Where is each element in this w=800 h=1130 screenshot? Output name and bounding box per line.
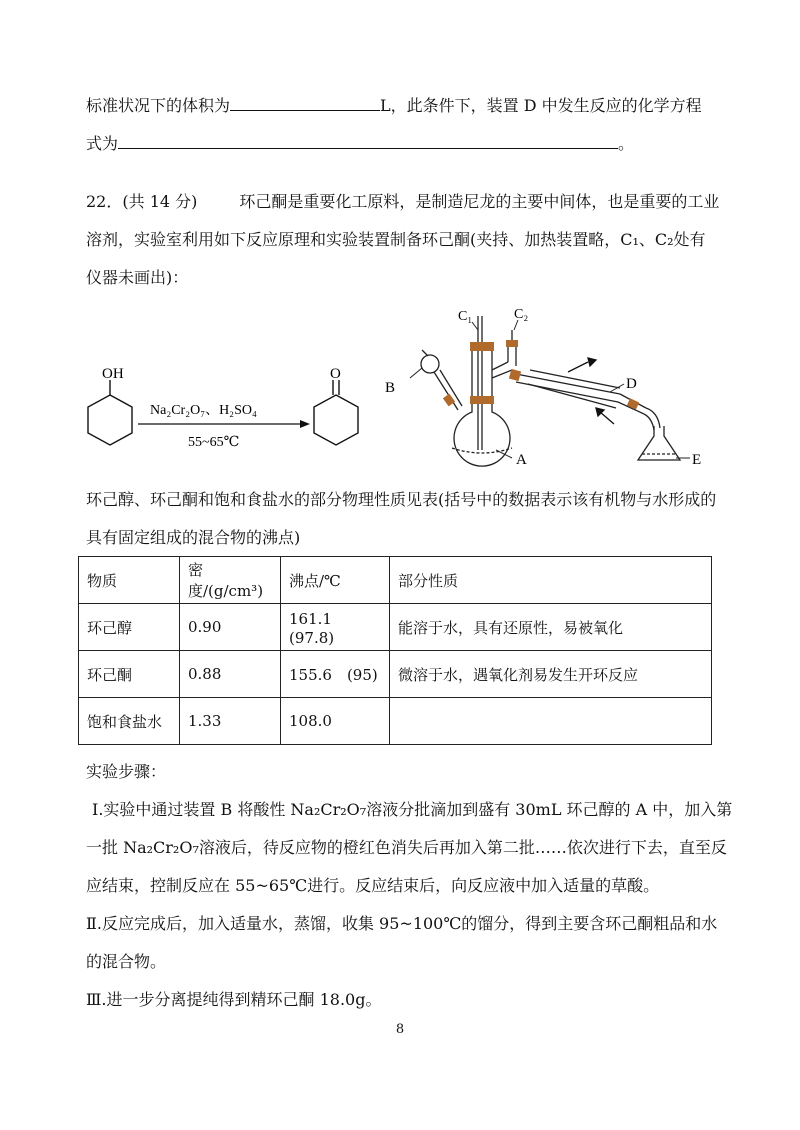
cell-properties: 微溶于水，遇氧化剂易发生开环反应 — [390, 651, 712, 698]
header-properties: 部分性质 — [390, 557, 712, 604]
label-e: E — [692, 452, 702, 468]
label-c1: C₁ — [458, 309, 473, 324]
intro-line1-prefix: 标准状况下的体积为 — [86, 96, 231, 115]
header-boiling-point: 沸点/℃ — [281, 557, 390, 604]
step2-line-1: Ⅱ.反应完成后，加入适量水，蒸馏，收集 95~100℃的馏分，得到主要含环己酮粗品和水 — [86, 914, 718, 933]
intro-line-1 — [86, 94, 702, 116]
question-line-1 — [86, 192, 719, 212]
table-header-row — [79, 557, 712, 604]
header-substance: 物质 — [79, 557, 180, 604]
header-density: 密度/(g/cm³) — [180, 557, 281, 604]
cell-boiling-point: 108.0 — [281, 698, 390, 745]
properties-table — [78, 556, 712, 745]
step2-line-2: 的混合物。 — [86, 952, 167, 971]
page-number: 8 — [395, 1022, 405, 1037]
question-text-2: 溶剂，实验室利用如下反应原理和实验装置制备环己酮(夹持、加热装置略，C₁、C₂处有 — [86, 230, 706, 249]
step1-line-1: Ⅰ.实验中通过装置 B 将酸性 Na₂Cr₂O₇溶液分批滴加到盛有 30mL 环己醇的 A 中，加入第 — [92, 800, 733, 819]
answer-blank-volume[interactable] — [230, 94, 380, 111]
cell-boiling-point: 155.6 (95) — [281, 651, 390, 698]
stopper-c1 — [470, 342, 494, 351]
label-b: B — [385, 380, 396, 396]
stopper-funnel — [443, 394, 455, 407]
reaction-diagram — [80, 300, 720, 480]
label-a: A — [516, 452, 527, 468]
reactant-oh-label: OH — [102, 366, 124, 382]
reagents-label: Na₂Cr₂O₇、H₂SO₄ — [150, 403, 257, 418]
cell-substance: 环己醇 — [79, 604, 180, 651]
cell-density: 1.33 — [180, 698, 281, 745]
reaction-arrowhead — [300, 420, 310, 428]
cell-substance: 环己酮 — [79, 651, 180, 698]
step1-line-2: 一批 Na₂Cr₂O₇溶液后，待反应物的橙红色消失后再加入第二批……依次进行下去，直至反 — [86, 838, 727, 857]
stopper-flask-neck — [470, 396, 494, 404]
answer-blank-equation[interactable] — [118, 132, 618, 149]
table-row — [79, 698, 712, 745]
question-text-1: 环己酮是重要化工原料，是制造尼龙的主要中间体，也是重要的工业 — [239, 192, 720, 211]
question-header: 22．(共 14 分) — [86, 192, 198, 211]
label-c2: C₂ — [514, 307, 529, 322]
steps-title: 实验步骤： — [86, 762, 167, 781]
step3-line-1: Ⅲ.进一步分离提纯得到精环己酮 18.0g。 — [86, 990, 382, 1009]
table-row — [79, 604, 712, 651]
cell-properties: 能溶于水，具有还原性，易被氧化 — [390, 604, 712, 651]
cyclohexanol-structure — [88, 380, 132, 445]
cyclohexanone-structure — [314, 380, 358, 445]
cell-boiling-point: 161.1 (97.8) — [281, 604, 390, 651]
table-caption-2: 具有固定组成的混合物的沸点) — [86, 528, 301, 547]
step1-line-3: 应结束，控制反应在 55~65℃进行。反应结束后，向反应液中加入适量的草酸。 — [86, 876, 660, 895]
table-row — [79, 651, 712, 698]
cell-properties — [390, 698, 712, 745]
distillation-apparatus — [421, 316, 680, 466]
stopper-c2 — [506, 340, 518, 347]
reaction-svg — [80, 300, 720, 480]
question-text-3: 仪器未画出)： — [86, 268, 189, 287]
intro-line-2 — [86, 132, 634, 154]
product-o-label: O — [330, 366, 341, 382]
temperature-label: 55~65℃ — [188, 435, 240, 450]
table-caption-1: 环己醇、环己酮和饱和食盐水的部分物理性质见表(括号中的数据表示该有机物与水形成的 — [86, 490, 717, 509]
intro-line1-suffix: L，此条件下，装置 D 中发生反应的化学方程 — [380, 96, 702, 115]
intro-line2-prefix: 式为 — [86, 134, 119, 153]
cell-density: 0.90 — [180, 604, 281, 651]
cell-density: 0.88 — [180, 651, 281, 698]
label-d: D — [626, 376, 637, 392]
stopper-adapter — [627, 398, 639, 409]
cell-substance: 饱和食盐水 — [79, 698, 180, 745]
intro-line2-suffix: 。 — [618, 134, 635, 153]
